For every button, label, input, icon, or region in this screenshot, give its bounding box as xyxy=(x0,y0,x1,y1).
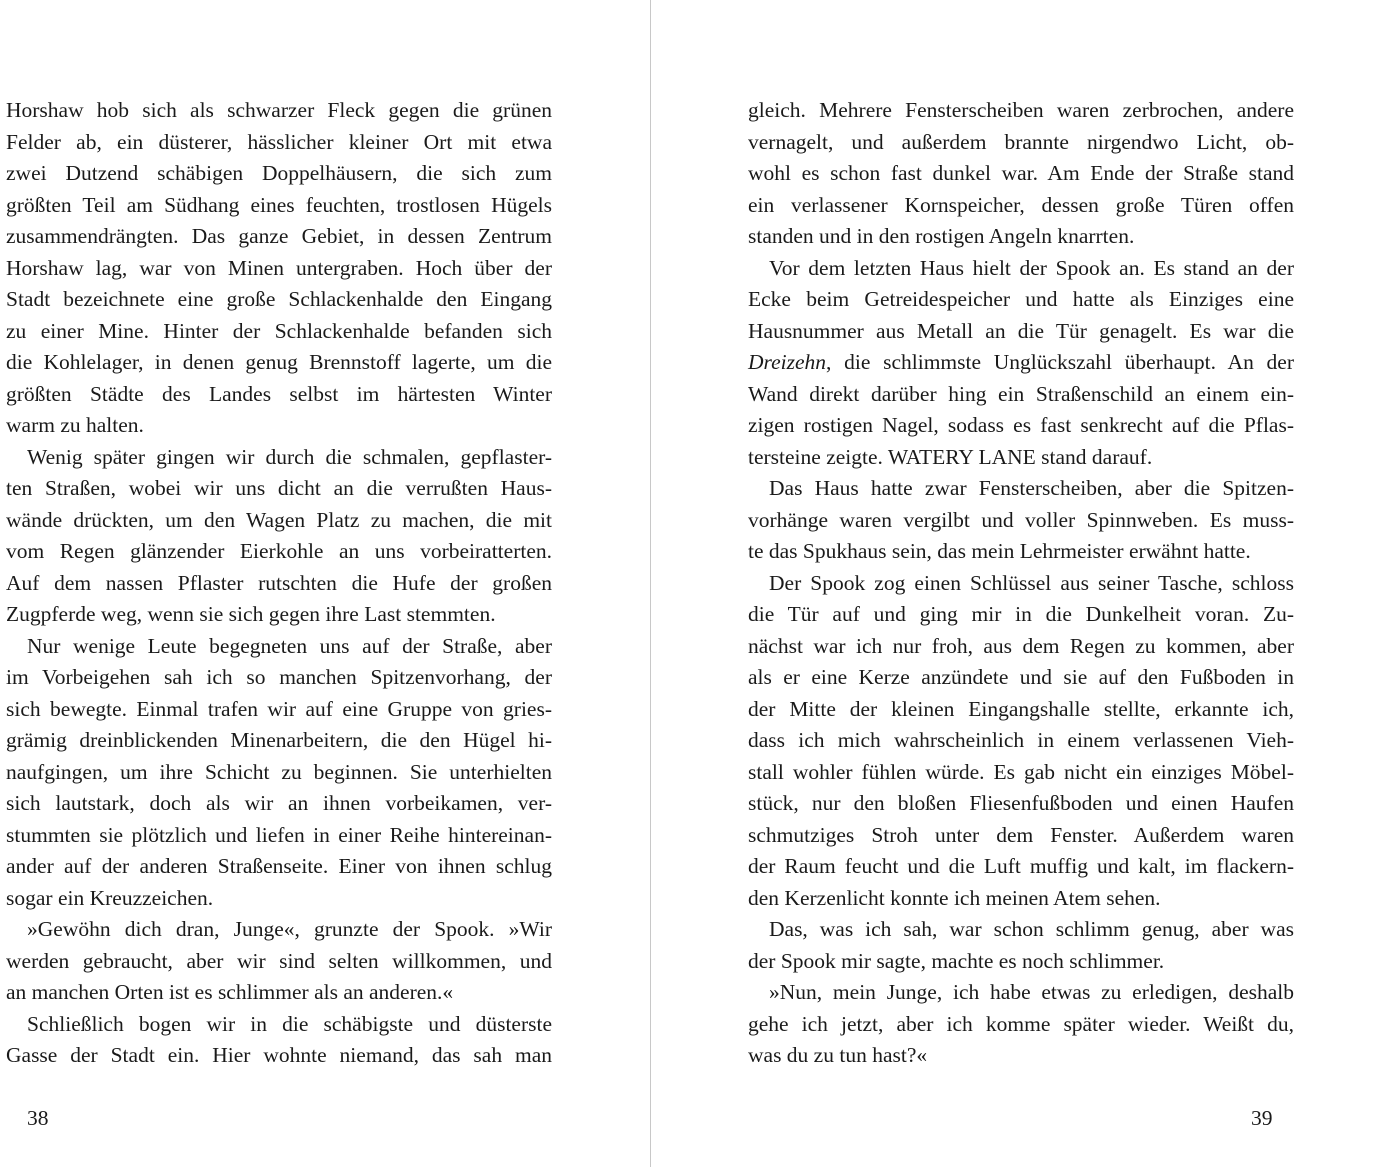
text-line: ten Straßen, wobei wir uns dicht an die verrußten Haus- xyxy=(6,476,552,500)
text-line: wände drückten, um den Wagen Platz zu machen, die mit xyxy=(6,507,552,532)
text-line: ander auf der anderen Straßenseite. Einer von ihnen schlug xyxy=(6,854,552,878)
text-line: standen und in den rostigen Angeln knarrten. xyxy=(748,224,1135,248)
right-page-body-text xyxy=(748,95,1294,1072)
text-line: dass ich mich wahrscheinlich in einem verlassenen Vieh- xyxy=(748,728,1294,752)
text-line: Zugpferde weg, wenn sie sich gegen ihre Last stemmten. xyxy=(6,602,496,626)
text-line: Gasse der Stadt ein. Hier wohnte niemand, das sah man xyxy=(6,1043,552,1067)
text-line: stummten sie plötzlich und liefen in einer Reihe hintereinan- xyxy=(6,822,552,847)
text-line: der Spook mir sagte, machte es noch schlimmer. xyxy=(748,948,1165,973)
italic-word: Dreizehn xyxy=(748,350,827,374)
text-line: Hausnummer aus Metall an die Tür genagelt. Es war die xyxy=(748,318,1294,343)
text-line: als er eine Kerze anzündete und sie auf den Fußboden in xyxy=(748,665,1294,689)
text-line: wohl es schon fast dunkel war. Am Ende der Straße stand xyxy=(748,161,1294,185)
text-line: der Raum feucht und die Luft muffig und kalt, im flackern- xyxy=(748,854,1294,878)
text-line: Felder ab, ein düsterer, hässlicher kleiner Ort mit etwa xyxy=(6,129,552,154)
text-line: größten Städte des Landes selbst im härtesten Winter xyxy=(6,381,552,406)
text-line: Wand direkt darüber hing ein Straßenschild an einem ein- xyxy=(748,381,1294,406)
text-line: stück, nur den bloßen Fliesenfußboden und einen Haufen xyxy=(748,791,1294,815)
text-line: sich bewegte. Einmal trafen wir auf eine Gruppe von gries- xyxy=(6,696,552,721)
text-line: Der Spook zog einen Schlüssel aus seiner Tasche, schloss xyxy=(769,570,1294,595)
text-line: vom Regen glänzender Eierkohle an uns vorbeiratterten. xyxy=(6,539,552,563)
text-line: den Kerzenlicht konnte ich meinen Atem sehen. xyxy=(748,885,1161,910)
text-line: Ecke beim Getreidespeicher und hatte als Einziges eine xyxy=(748,287,1294,311)
text-line: warm zu halten. xyxy=(6,413,144,437)
text-line: tersteine zeigte. WATERY LANE stand darauf. xyxy=(748,444,1153,469)
text-line: sich lautstark, doch als wir an ihnen vorbeikamen, ver- xyxy=(6,791,552,815)
right-page xyxy=(651,0,1382,1167)
text-line: die Kohlelager, in denen genug Brennstoff lagerte, um die xyxy=(6,350,552,374)
text-line: Horshaw lag, war von Minen untergraben. Hoch über der xyxy=(6,255,552,280)
text-line: vorhänge waren vergilbt und voller Spinnweben. Es muss- xyxy=(748,507,1294,532)
text-line: Schließlich bogen wir in die schäbigste und düsterste xyxy=(27,1011,552,1036)
line-text: , die schlimmste Unglückszahl überhaupt. An der xyxy=(826,350,1294,374)
text-line: zigen rostigen Nagel, sodass es fast senkrecht auf die Pflas- xyxy=(748,413,1294,437)
text-line: im Vorbeigehen sah ich so manchen Spitzenvorhang, der xyxy=(6,665,552,689)
text-line: te das Spukhaus sein, das mein Lehrmeister erwähnt hatte. xyxy=(748,539,1251,563)
text-line: schmutziges Stroh unter dem Fenster. Außerdem waren xyxy=(748,822,1294,847)
text-line: zu einer Mine. Hinter der Schlackenhalde befanden sich xyxy=(6,318,552,343)
text-line: »Nun, mein Junge, ich habe etwas zu erledigen, deshalb xyxy=(769,980,1294,1004)
left-page-body-text xyxy=(6,95,552,1072)
text-line: Stadt bezeichnete eine große Schlackenhalde den Eingang xyxy=(6,287,552,311)
text-line: Horshaw hob sich als schwarzer Fleck gegen die grünen xyxy=(6,98,552,122)
text-line: zusammendrängten. Das ganze Gebiet, in dessen Zentrum xyxy=(6,224,552,248)
text-line: naufgingen, um ihre Schicht zu beginnen. Sie unterhielten xyxy=(6,759,552,784)
left-page xyxy=(0,0,650,1167)
text-line: stall wohler fühlen würde. Es gab nicht ein einziges Möbel- xyxy=(748,759,1294,784)
text-line: größten Teil am Südhang eines feuchten, trostlosen Hügels xyxy=(6,192,552,217)
text-line: der Mitte der kleinen Eingangshalle stellte, erkannte ich, xyxy=(748,696,1294,721)
text-line: an manchen Orten ist es schlimmer als an anderen.« xyxy=(6,980,454,1004)
text-line: was du zu tun hast?« xyxy=(748,1043,928,1067)
left-page-number: 38 xyxy=(27,1106,49,1130)
text-line: zwei Dutzend schäbigen Doppelhäusern, die sich zum xyxy=(6,161,552,185)
text-line: sogar ein Kreuzzeichen. xyxy=(6,885,214,910)
text-line: Wenig später gingen wir durch die schmalen, gepflaster- xyxy=(27,444,552,469)
text-line: Nur wenige Leute begegneten uns auf der Straße, aber xyxy=(27,633,552,658)
text-line: vernagelt, und außerdem brannte nirgendwo Licht, ob- xyxy=(748,129,1294,154)
text-line: nächst war ich nur froh, aus dem Regen zu kommen, aber xyxy=(748,633,1294,658)
text-line: Vor dem letzten Haus hielt der Spook an. Es stand an der xyxy=(769,255,1294,280)
text-line: die Tür auf und ging mir in die Dunkelheit voran. Zu- xyxy=(748,602,1294,626)
text-line: »Gewöhn dich dran, Junge«, grunzte der Spook. »Wir xyxy=(27,917,552,941)
text-line xyxy=(748,347,1294,379)
text-line: gehe ich jetzt, aber ich komme später wieder. Weißt du, xyxy=(748,1011,1294,1036)
right-page-number: 39 xyxy=(1251,1106,1273,1130)
text-line: Auf dem nassen Pflaster rutschten die Hufe der großen xyxy=(6,570,552,595)
text-line: ein verlassener Kornspeicher, dessen große Türen offen xyxy=(748,192,1294,217)
text-line: grämig dreinblickenden Minenarbeitern, die den Hügel hi- xyxy=(6,728,552,752)
text-line: Das Haus hatte zwar Fensterscheiben, aber die Spitzen- xyxy=(769,476,1294,500)
text-line: werden gebraucht, aber wir sind selten willkommen, und xyxy=(6,948,552,973)
text-line: Das, was ich sah, war schon schlimm genug, aber was xyxy=(769,917,1294,941)
text-line: gleich. Mehrere Fensterscheiben waren zerbrochen, andere xyxy=(748,98,1294,122)
